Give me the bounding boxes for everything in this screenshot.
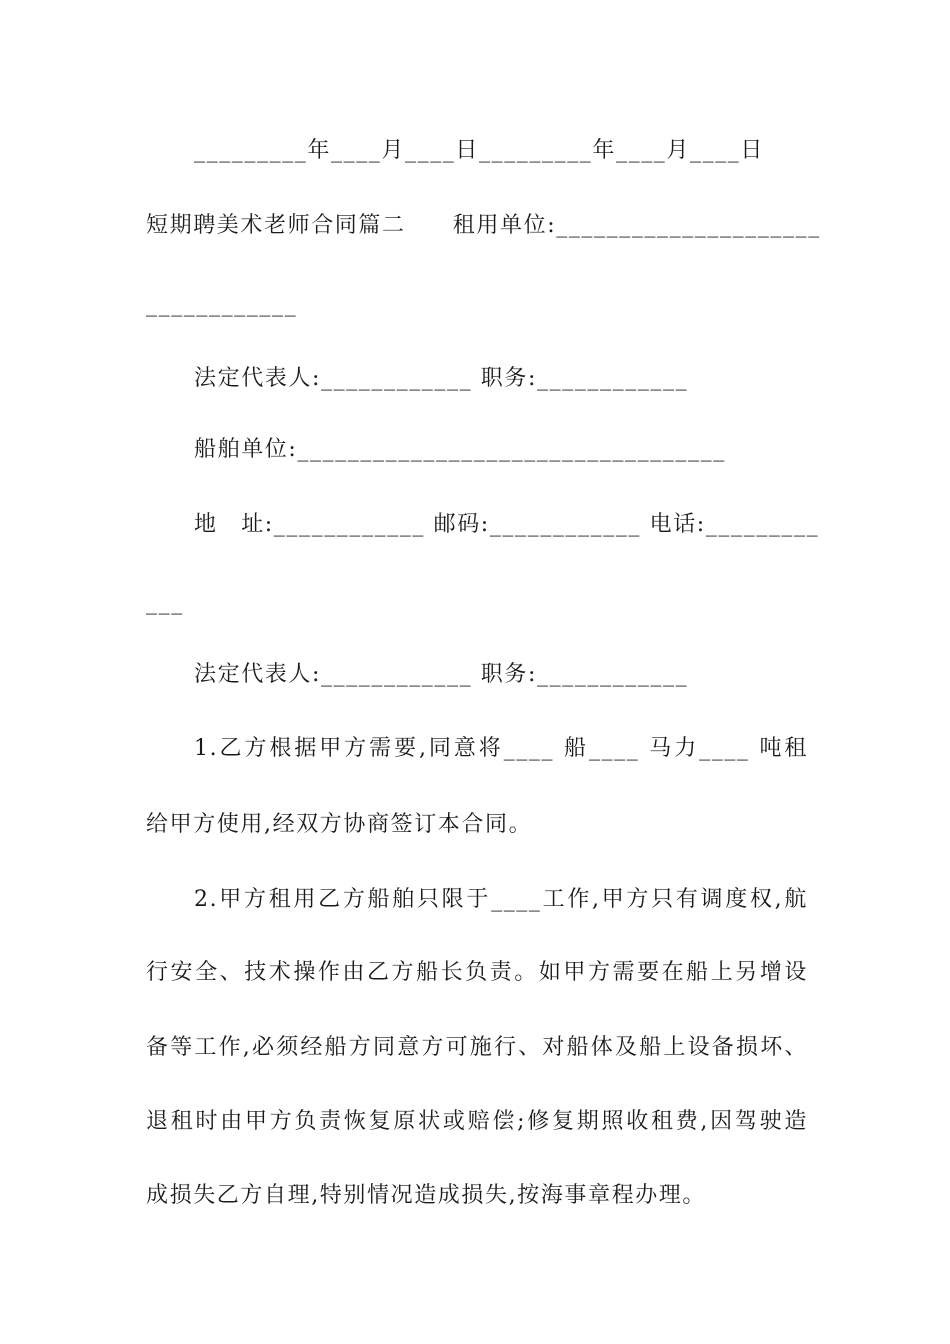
clause-2-line-4: 退租时由甲方负责恢复原状或赔偿;修复期照收租费,因驾驶造 [146, 1109, 808, 1134]
clause-1-line-2: 给甲方使用,经双方协商签订本合同。 [146, 812, 533, 837]
owner-legal-representative: 法定代表人:____________ 职务:____________ [194, 662, 689, 687]
clause-1-line-1: 1.乙方根据甲方需要,同意将____ 船____ 马力____ 吨租 [194, 736, 808, 761]
clause-2-line-3: 备等工作,必须经船方同意方可施行、对船体及船上设备损坏、 [146, 1035, 808, 1060]
clause-2-line-2: 行安全、技术操作由乙方船长负责。如甲方需要在船上另增设 [146, 960, 808, 985]
date-line: _________年____月____日_________年____月____日 [194, 138, 765, 163]
lessee-continuation: ____________ [146, 292, 298, 317]
section-title-and-lessee: 短期聘美术老师合同篇二 租用单位:_____________________ [146, 213, 821, 238]
clause-2-line-5: 成损失乙方自理,特别情况造成损失,按海事章程办理。 [146, 1183, 706, 1208]
clause-2-line-1: 2.甲方租用乙方船舶只限于____工作,甲方只有调度权,航 [194, 887, 808, 912]
ship-owner-unit: 船舶单位:__________________________________ [194, 437, 726, 462]
phone-continuation: ___ [146, 590, 184, 615]
address-postcode-phone: 地 址:____________ 邮码:____________ 电话:_________ [194, 512, 820, 537]
lessee-legal-representative: 法定代表人:____________ 职务:____________ [194, 366, 689, 391]
